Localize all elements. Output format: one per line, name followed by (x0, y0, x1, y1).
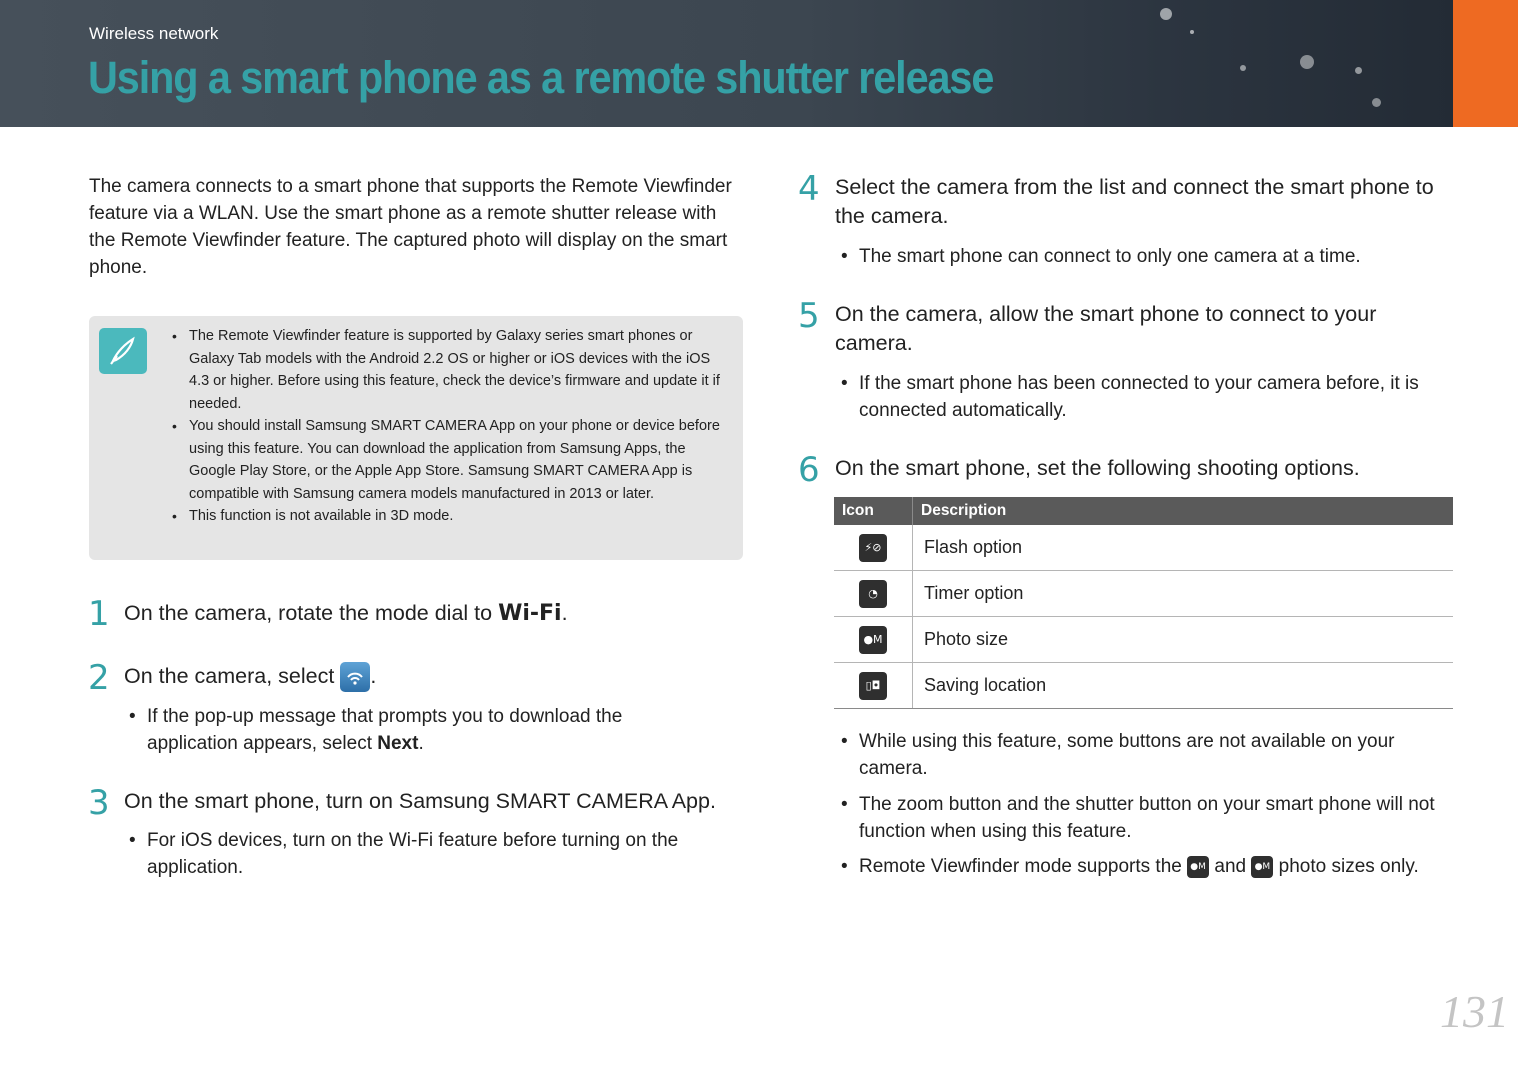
column-header-description: Description (913, 497, 1454, 525)
section-label: Wireless network (89, 24, 219, 43)
step-number: 3 (88, 783, 110, 823)
step-text: On the camera, allow the smart phone to connect to your camera. (835, 302, 1377, 355)
step-note: • If the smart phone has been connected to your camera before, it is connected automatically. (841, 373, 1419, 421)
info-bullet: • Remote Viewfinder mode supports the ●M and ●M photo sizes only. (841, 856, 1419, 877)
photo-size-20m-icon: ●M (1187, 856, 1209, 878)
saving-location-icon: ▯◘ (859, 672, 887, 700)
step-text: On the camera, rotate the mode dial to Wi-Fi. (124, 601, 568, 626)
step-text: On the camera, select . (124, 662, 376, 692)
step-text: On the smart phone, set the following shooting options. (835, 456, 1360, 480)
step-number: 1 (88, 594, 110, 634)
option-label: Saving location (913, 663, 1454, 709)
info-bullet: • The zoom button and the shutter button on your smart phone will not function when using this feature. (841, 794, 1435, 842)
table-row (834, 571, 1453, 617)
flash-off-icon: ⚡⊘ (859, 534, 887, 562)
step-text: Select the camera from the list and connect the smart phone to the camera. (835, 175, 1434, 228)
photo-size-5m-icon: ●M (1251, 856, 1273, 878)
remote-viewfinder-icon (340, 662, 370, 692)
timer-off-icon: ◔ (859, 580, 887, 608)
step-number: 5 (798, 296, 820, 336)
step-number: 4 (798, 169, 820, 209)
step-note: • If the pop-up message that prompts you to download the application appears, select Next. (129, 706, 623, 754)
pencil-note-icon (99, 328, 147, 374)
step-number: 2 (88, 658, 110, 698)
note-list (189, 325, 734, 528)
option-label: Photo size (913, 617, 1454, 663)
step-note: • For iOS devices, turn on the Wi-Fi feature before turning on the application. (129, 830, 679, 878)
step-number: 6 (798, 450, 820, 490)
wifi-mode-icon: Wi-Fi (498, 601, 562, 626)
note-item: • The Remote Viewfinder feature is supported by Galaxy series smart phones or Galaxy Tab models with the Android 2.2 OS or higher or iOS devices with the iOS 4.3 or higher. Before using this feature, check the device’s firmware and update it if needed. (189, 325, 734, 415)
page-number: 131 (1440, 986, 1509, 1037)
table-row (834, 663, 1453, 709)
note-box (89, 316, 743, 560)
option-label: Timer option (913, 571, 1454, 617)
note-item: • You should install Samsung SMART CAMERA App on your phone or device before using this feature. You can download the application from Samsung Apps, the Google Play Store, or the Apple App Store. Samsung SMART CAMERA App is compatible with Samsung camera models manufactured in 2013 or later. (189, 415, 734, 505)
chapter-tab (1453, 0, 1518, 127)
intro-paragraph: The camera connects to a smart phone that supports the Remote Viewfinder feature via a WLAN. Use the smart phone as a remote shutter release with the Remote Viewfinder feature. The captured photo will display on the smart phone. (89, 176, 732, 278)
table-row (834, 525, 1453, 571)
info-bullet: • While using this feature, some buttons are not available on your camera. (841, 731, 1395, 779)
note-item: • This function is not available in 3D mode. (189, 505, 734, 528)
photo-size-icon: ●M (859, 626, 887, 654)
table-row (834, 617, 1453, 663)
shooting-options-table (834, 497, 1453, 709)
column-header-icon: Icon (834, 497, 913, 525)
option-label: Flash option (913, 525, 1454, 571)
page-title: Using a smart phone as a remote shutter release (88, 52, 994, 103)
step-note: • The smart phone can connect to only one camera at a time. (841, 246, 1361, 267)
step-text: On the smart phone, turn on Samsung SMART CAMERA App. (124, 789, 716, 813)
